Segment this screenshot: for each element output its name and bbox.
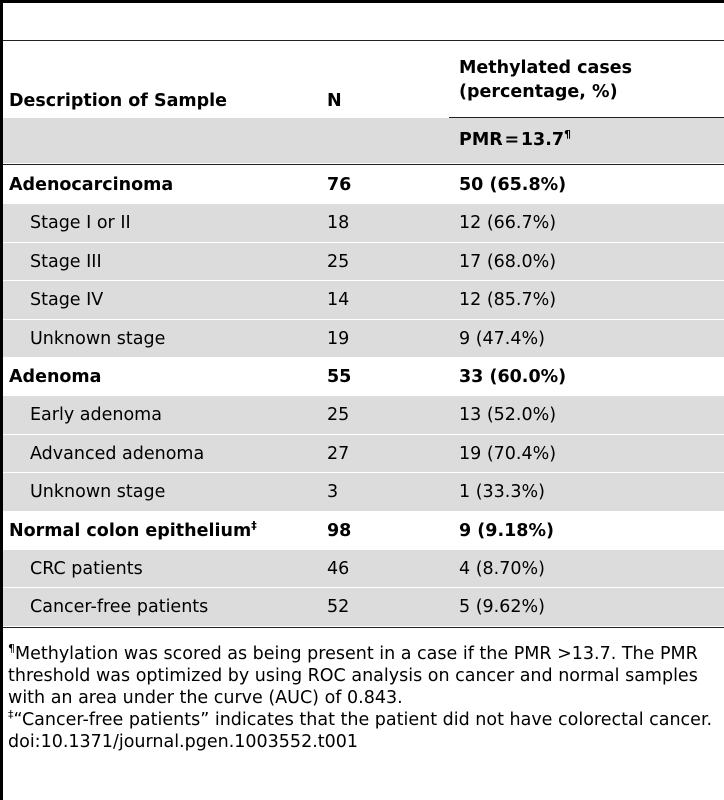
column-header-methylated-line1: Methylated cases <box>459 58 633 78</box>
row-label <box>30 404 162 426</box>
row-methylated: 12 (85.7%) <box>459 290 557 311</box>
row-n: 46 <box>327 559 350 579</box>
row-label-text: Normal colon epithelium <box>9 520 252 541</box>
row-methylated: 19 (70.4%) <box>459 443 557 464</box>
row-background <box>3 281 724 318</box>
row-methylated: 17 (68.0%) <box>459 251 557 272</box>
row-label <box>30 596 208 618</box>
row-methylated: 9 (9.18%) <box>459 520 554 541</box>
table-bottom-rule <box>3 627 724 628</box>
row-n: 3 <box>327 482 339 503</box>
row-methylated: 4 (8.70%) <box>459 559 545 579</box>
row-label-text: Stage III <box>30 251 102 272</box>
footnote-1-text: Methylation was scored as being present in a case if the PMR >13.7. The PMR threshold was optimized by using ROC analysis on cancer and normal samples with an area under the curve (AUC) of 0.843. <box>8 644 698 708</box>
row-n: 98 <box>327 520 352 541</box>
row-methylated: 1 (33.3%) <box>459 482 545 503</box>
row-label <box>30 481 165 503</box>
row-label <box>9 520 257 542</box>
row-label-text: CRC patients <box>30 559 143 579</box>
row-label-text: Advanced adenoma <box>30 443 205 464</box>
row-methylated: 12 (66.7%) <box>459 213 557 234</box>
row-n: 25 <box>327 251 350 272</box>
footnote-1-mark: ¶ <box>8 642 15 655</box>
row-n: 76 <box>327 175 352 195</box>
header-top-rule <box>3 40 724 41</box>
row-n: 25 <box>327 405 350 426</box>
row-label-text: Stage I or II <box>30 213 131 234</box>
header-bottom-rule <box>3 164 724 165</box>
row-background <box>3 243 724 280</box>
footnote-2-text: “Cancer-free patients” indicates that the patient did not have colorectal cancer. <box>13 710 713 730</box>
row-methylated: 50 (65.8%) <box>459 175 567 195</box>
column-header-n: N <box>327 91 342 111</box>
column-header-description: Description of Sample <box>9 91 228 111</box>
footnote-1 <box>8 643 722 709</box>
footnotes <box>8 643 722 753</box>
row-separator <box>3 511 724 512</box>
row-label-text: Unknown stage <box>30 482 166 503</box>
row-methylated: 33 (60.0%) <box>459 367 567 387</box>
pmr-footnote-mark: ¶ <box>564 128 572 141</box>
row-methylated: 5 (9.62%) <box>459 597 545 618</box>
pmr-band <box>3 118 724 163</box>
row-n: 18 <box>327 213 350 234</box>
row-label-text: Adenocarcinoma <box>9 175 174 195</box>
row-label <box>30 251 102 273</box>
row-label <box>30 212 131 234</box>
pmr-threshold-label <box>459 129 571 151</box>
row-n: 55 <box>327 367 352 387</box>
pmr-text: PMR = 13.7 <box>459 130 565 150</box>
row-methylated: 13 (52.0%) <box>459 405 557 426</box>
row-methylated: 9 (47.4%) <box>459 328 545 349</box>
row-label <box>30 443 204 465</box>
footnote-2-mark: ‡ <box>8 708 14 721</box>
footnote-2 <box>8 709 722 731</box>
row-label-text: Stage IV <box>30 290 104 311</box>
row-label-text: Cancer-free patients <box>30 597 209 618</box>
row-label <box>30 328 165 350</box>
row-footnote-mark: ‡ <box>251 518 257 532</box>
row-n: 14 <box>327 290 350 311</box>
row-label-text: Early adenoma <box>30 405 162 426</box>
row-label-text: Unknown stage <box>30 328 166 349</box>
row-n: 19 <box>327 328 350 349</box>
row-separator <box>3 357 724 358</box>
column-header-methylated-line2: (percentage, %) <box>459 82 618 102</box>
row-label-text: Adenoma <box>9 367 102 387</box>
row-n: 52 <box>327 597 350 618</box>
doi-text: doi:10.1371/journal.pgen.1003552.t001 <box>8 732 359 752</box>
row-n: 27 <box>327 443 350 464</box>
row-label <box>30 558 143 580</box>
top-border <box>0 0 724 3</box>
row-label <box>9 366 101 388</box>
row-label <box>9 174 173 196</box>
row-label <box>30 289 103 311</box>
